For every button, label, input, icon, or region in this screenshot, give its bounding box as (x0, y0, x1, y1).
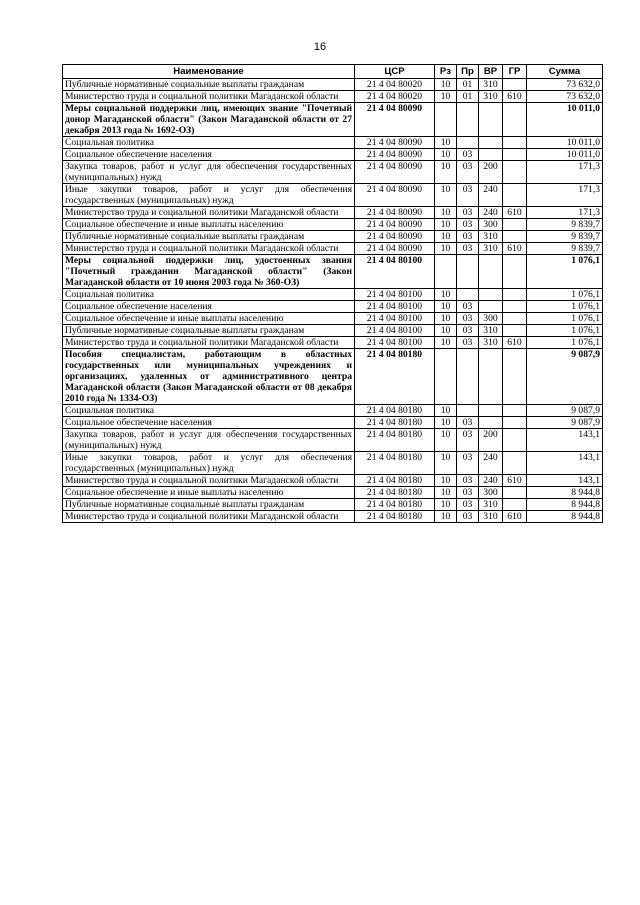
column-header-name: Наименование (63, 65, 355, 79)
cell-pr (457, 137, 479, 149)
cell-pr: 03 (457, 499, 479, 511)
cell-pr (457, 255, 479, 289)
cell-rz: 10 (435, 405, 457, 417)
cell-csr: 21 4 04 80100 (355, 289, 435, 301)
cell-sum: 1 076,1 (527, 301, 603, 313)
table-row (63, 184, 603, 207)
table-row (63, 487, 603, 499)
cell-name: Социальное обеспечение и иные выплаты населению (63, 487, 355, 499)
cell-name: Иные закупки товаров, работ и услуг для обеспечения государственных (муниципальных) нужд (63, 184, 355, 207)
cell-vr: 240 (479, 452, 503, 475)
cell-name: Пособия специалистам, работающим в областных государственных или муниципальных учреждениях и организациях, удаленных от административного центра Магаданской области (Закон Магаданской области от 08 декабря 2010 года № 1334-ОЗ) (63, 349, 355, 405)
cell-pr: 03 (457, 243, 479, 255)
cell-sum: 1 076,1 (527, 289, 603, 301)
cell-rz: 10 (435, 289, 457, 301)
cell-csr: 21 4 04 80090 (355, 207, 435, 219)
cell-name: Иные закупки товаров, работ и услуг для обеспечения государственных (муниципальных) нужд (63, 452, 355, 475)
table-row (63, 255, 603, 289)
table-row (63, 405, 603, 417)
cell-vr (479, 149, 503, 161)
cell-gr (503, 452, 527, 475)
cell-csr: 21 4 04 80180 (355, 511, 435, 523)
cell-vr: 310 (479, 337, 503, 349)
cell-csr: 21 4 04 80180 (355, 429, 435, 452)
cell-gr: 610 (503, 91, 527, 103)
cell-sum: 10 011,0 (527, 149, 603, 161)
cell-pr: 03 (457, 417, 479, 429)
cell-pr: 03 (457, 487, 479, 499)
cell-csr: 21 4 04 80100 (355, 325, 435, 337)
cell-sum: 8 944,8 (527, 499, 603, 511)
cell-gr (503, 103, 527, 137)
cell-rz: 10 (435, 184, 457, 207)
cell-csr: 21 4 04 80180 (355, 405, 435, 417)
cell-vr (479, 405, 503, 417)
column-header-sum: Сумма (527, 65, 603, 79)
cell-sum: 143,1 (527, 429, 603, 452)
cell-sum: 10 011,0 (527, 137, 603, 149)
cell-vr: 200 (479, 429, 503, 452)
cell-csr: 21 4 04 80090 (355, 219, 435, 231)
cell-gr (503, 289, 527, 301)
cell-gr (503, 325, 527, 337)
cell-gr: 610 (503, 511, 527, 523)
cell-sum: 171,3 (527, 184, 603, 207)
cell-name: Социальное обеспечение и иные выплаты населению (63, 313, 355, 325)
cell-gr (503, 499, 527, 511)
cell-name: Публичные нормативные социальные выплаты гражданам (63, 79, 355, 91)
column-header-csr: ЦСР (355, 65, 435, 79)
cell-vr (479, 137, 503, 149)
cell-sum: 73 632,0 (527, 91, 603, 103)
cell-name: Публичные нормативные социальные выплаты гражданам (63, 231, 355, 243)
table-row (63, 313, 603, 325)
cell-csr: 21 4 04 80090 (355, 103, 435, 137)
cell-sum: 171,3 (527, 161, 603, 184)
column-header-rz: Рз (435, 65, 457, 79)
cell-rz: 10 (435, 79, 457, 91)
cell-gr (503, 184, 527, 207)
cell-rz: 10 (435, 475, 457, 487)
cell-pr (457, 349, 479, 405)
cell-name: Министерство труда и социальной политики Магаданской области (63, 511, 355, 523)
cell-gr (503, 79, 527, 91)
cell-sum: 171,3 (527, 207, 603, 219)
cell-pr (457, 289, 479, 301)
cell-vr: 240 (479, 475, 503, 487)
cell-gr (503, 301, 527, 313)
cell-rz: 10 (435, 499, 457, 511)
cell-name: Публичные нормативные социальные выплаты гражданам (63, 499, 355, 511)
cell-vr: 240 (479, 184, 503, 207)
cell-rz: 10 (435, 219, 457, 231)
cell-vr: 240 (479, 207, 503, 219)
table-row (63, 103, 603, 137)
cell-sum: 143,1 (527, 452, 603, 475)
page-number: 16 (313, 41, 327, 53)
cell-pr: 03 (457, 219, 479, 231)
table-row (63, 337, 603, 349)
cell-pr (457, 405, 479, 417)
cell-sum: 73 632,0 (527, 79, 603, 91)
cell-csr: 21 4 04 80020 (355, 91, 435, 103)
cell-vr: 310 (479, 499, 503, 511)
cell-rz: 10 (435, 511, 457, 523)
cell-csr: 21 4 04 80100 (355, 337, 435, 349)
cell-rz: 10 (435, 243, 457, 255)
cell-rz: 10 (435, 91, 457, 103)
cell-vr: 310 (479, 91, 503, 103)
cell-csr: 21 4 04 80020 (355, 79, 435, 91)
cell-sum: 9 087,9 (527, 405, 603, 417)
cell-sum: 9 087,9 (527, 417, 603, 429)
cell-sum: 9 087,9 (527, 349, 603, 405)
cell-csr: 21 4 04 80090 (355, 161, 435, 184)
cell-vr (479, 349, 503, 405)
cell-csr: 21 4 04 80180 (355, 487, 435, 499)
table-row (63, 91, 603, 103)
cell-rz: 10 (435, 337, 457, 349)
cell-sum: 1 076,1 (527, 313, 603, 325)
table-row (63, 137, 603, 149)
cell-csr: 21 4 04 80180 (355, 499, 435, 511)
cell-sum: 10 011,0 (527, 103, 603, 137)
cell-gr (503, 487, 527, 499)
cell-pr: 03 (457, 429, 479, 452)
cell-vr: 300 (479, 487, 503, 499)
table-row (63, 417, 603, 429)
cell-pr: 03 (457, 301, 479, 313)
cell-gr (503, 429, 527, 452)
cell-pr: 03 (457, 161, 479, 184)
cell-pr: 03 (457, 337, 479, 349)
table-row (63, 207, 603, 219)
cell-name: Социальная политика (63, 405, 355, 417)
cell-name: Социальное обеспечение населения (63, 301, 355, 313)
table-row (63, 289, 603, 301)
cell-gr (503, 149, 527, 161)
cell-sum: 1 076,1 (527, 255, 603, 289)
cell-csr: 21 4 04 80180 (355, 452, 435, 475)
table-row (63, 149, 603, 161)
table-row (63, 475, 603, 487)
cell-pr: 03 (457, 511, 479, 523)
cell-pr: 03 (457, 207, 479, 219)
column-header-gr: ГР (503, 65, 527, 79)
cell-rz: 10 (435, 161, 457, 184)
cell-vr: 310 (479, 79, 503, 91)
cell-vr: 310 (479, 231, 503, 243)
budget-table (62, 64, 603, 523)
cell-pr: 03 (457, 325, 479, 337)
cell-pr: 01 (457, 79, 479, 91)
cell-csr: 21 4 04 80180 (355, 349, 435, 405)
column-header-pr: Пр (457, 65, 479, 79)
cell-vr: 310 (479, 511, 503, 523)
cell-vr: 300 (479, 313, 503, 325)
cell-rz (435, 349, 457, 405)
cell-sum: 8 944,8 (527, 511, 603, 523)
cell-rz: 10 (435, 429, 457, 452)
cell-pr: 03 (457, 184, 479, 207)
cell-gr: 610 (503, 475, 527, 487)
cell-gr (503, 405, 527, 417)
table-row (63, 452, 603, 475)
cell-csr: 21 4 04 80180 (355, 475, 435, 487)
table-row (63, 231, 603, 243)
cell-name: Социальная политика (63, 137, 355, 149)
cell-gr: 610 (503, 243, 527, 255)
cell-gr (503, 349, 527, 405)
cell-sum: 9 839,7 (527, 219, 603, 231)
cell-csr: 21 4 04 80090 (355, 243, 435, 255)
column-header-vr: ВР (479, 65, 503, 79)
table-row (63, 499, 603, 511)
cell-gr (503, 219, 527, 231)
cell-vr (479, 255, 503, 289)
cell-rz: 10 (435, 452, 457, 475)
cell-vr (479, 417, 503, 429)
table-body (63, 79, 603, 523)
cell-name: Министерство труда и социальной политики Магаданской области (63, 243, 355, 255)
cell-sum: 9 839,7 (527, 243, 603, 255)
cell-vr: 310 (479, 325, 503, 337)
cell-vr (479, 103, 503, 137)
cell-csr: 21 4 04 80100 (355, 313, 435, 325)
cell-vr (479, 301, 503, 313)
cell-vr: 310 (479, 243, 503, 255)
cell-gr (503, 255, 527, 289)
table-header-row (63, 65, 603, 79)
table-row (63, 511, 603, 523)
table-row (63, 243, 603, 255)
cell-csr: 21 4 04 80090 (355, 137, 435, 149)
cell-csr: 21 4 04 80180 (355, 417, 435, 429)
cell-rz: 10 (435, 325, 457, 337)
cell-name: Закупка товаров, работ и услуг для обеспечения государственных (муниципальных) нужд (63, 429, 355, 452)
cell-csr: 21 4 04 80090 (355, 231, 435, 243)
cell-vr: 300 (479, 219, 503, 231)
cell-rz (435, 255, 457, 289)
cell-name: Министерство труда и социальной политики Магаданской области (63, 475, 355, 487)
cell-vr (479, 289, 503, 301)
cell-name: Министерство труда и социальной политики Магаданской области (63, 207, 355, 219)
cell-name: Министерство труда и социальной политики Магаданской области (63, 91, 355, 103)
cell-csr: 21 4 04 80100 (355, 255, 435, 289)
cell-vr: 200 (479, 161, 503, 184)
table-row (63, 301, 603, 313)
cell-gr: 610 (503, 337, 527, 349)
cell-name: Социальное обеспечение населения (63, 417, 355, 429)
cell-rz: 10 (435, 137, 457, 149)
cell-gr (503, 137, 527, 149)
cell-csr: 21 4 04 80090 (355, 149, 435, 161)
cell-pr: 03 (457, 313, 479, 325)
cell-sum: 143,1 (527, 475, 603, 487)
cell-pr (457, 103, 479, 137)
cell-pr: 01 (457, 91, 479, 103)
cell-sum: 1 076,1 (527, 337, 603, 349)
cell-name: Социальное обеспечение и иные выплаты населению (63, 219, 355, 231)
cell-name: Публичные нормативные социальные выплаты гражданам (63, 325, 355, 337)
cell-rz: 10 (435, 301, 457, 313)
cell-pr: 03 (457, 149, 479, 161)
cell-rz: 10 (435, 487, 457, 499)
table-row (63, 325, 603, 337)
cell-name: Меры социальной поддержки лиц, имеющих звание "Почетный донор Магаданской области" (Закон Магаданской области от 27 декабря 2013 года № 1692-ОЗ) (63, 103, 355, 137)
table-row (63, 349, 603, 405)
cell-name: Социальное обеспечение населения (63, 149, 355, 161)
table-row (63, 429, 603, 452)
table-row (63, 79, 603, 91)
cell-name: Меры социальной поддержки лиц, удостоенных звания "Почетный гражданин Магаданской области" (Закон Магаданской области от 10 июня 2003 года № 360-ОЗ) (63, 255, 355, 289)
cell-gr (503, 231, 527, 243)
cell-csr: 21 4 04 80100 (355, 301, 435, 313)
cell-name: Социальная политика (63, 289, 355, 301)
cell-name: Министерство труда и социальной политики Магаданской области (63, 337, 355, 349)
cell-rz: 10 (435, 207, 457, 219)
cell-sum: 8 944,8 (527, 487, 603, 499)
cell-pr: 03 (457, 452, 479, 475)
cell-gr (503, 313, 527, 325)
cell-sum: 9 839,7 (527, 231, 603, 243)
cell-rz: 10 (435, 149, 457, 161)
cell-sum: 1 076,1 (527, 325, 603, 337)
table-row (63, 219, 603, 231)
cell-gr (503, 161, 527, 184)
cell-rz (435, 103, 457, 137)
cell-rz: 10 (435, 417, 457, 429)
table-row (63, 161, 603, 184)
cell-pr: 03 (457, 231, 479, 243)
cell-pr: 03 (457, 475, 479, 487)
cell-gr: 610 (503, 207, 527, 219)
cell-rz: 10 (435, 231, 457, 243)
cell-gr (503, 417, 527, 429)
cell-rz: 10 (435, 313, 457, 325)
cell-csr: 21 4 04 80090 (355, 184, 435, 207)
cell-name: Закупка товаров, работ и услуг для обеспечения государственных (муниципальных) нужд (63, 161, 355, 184)
